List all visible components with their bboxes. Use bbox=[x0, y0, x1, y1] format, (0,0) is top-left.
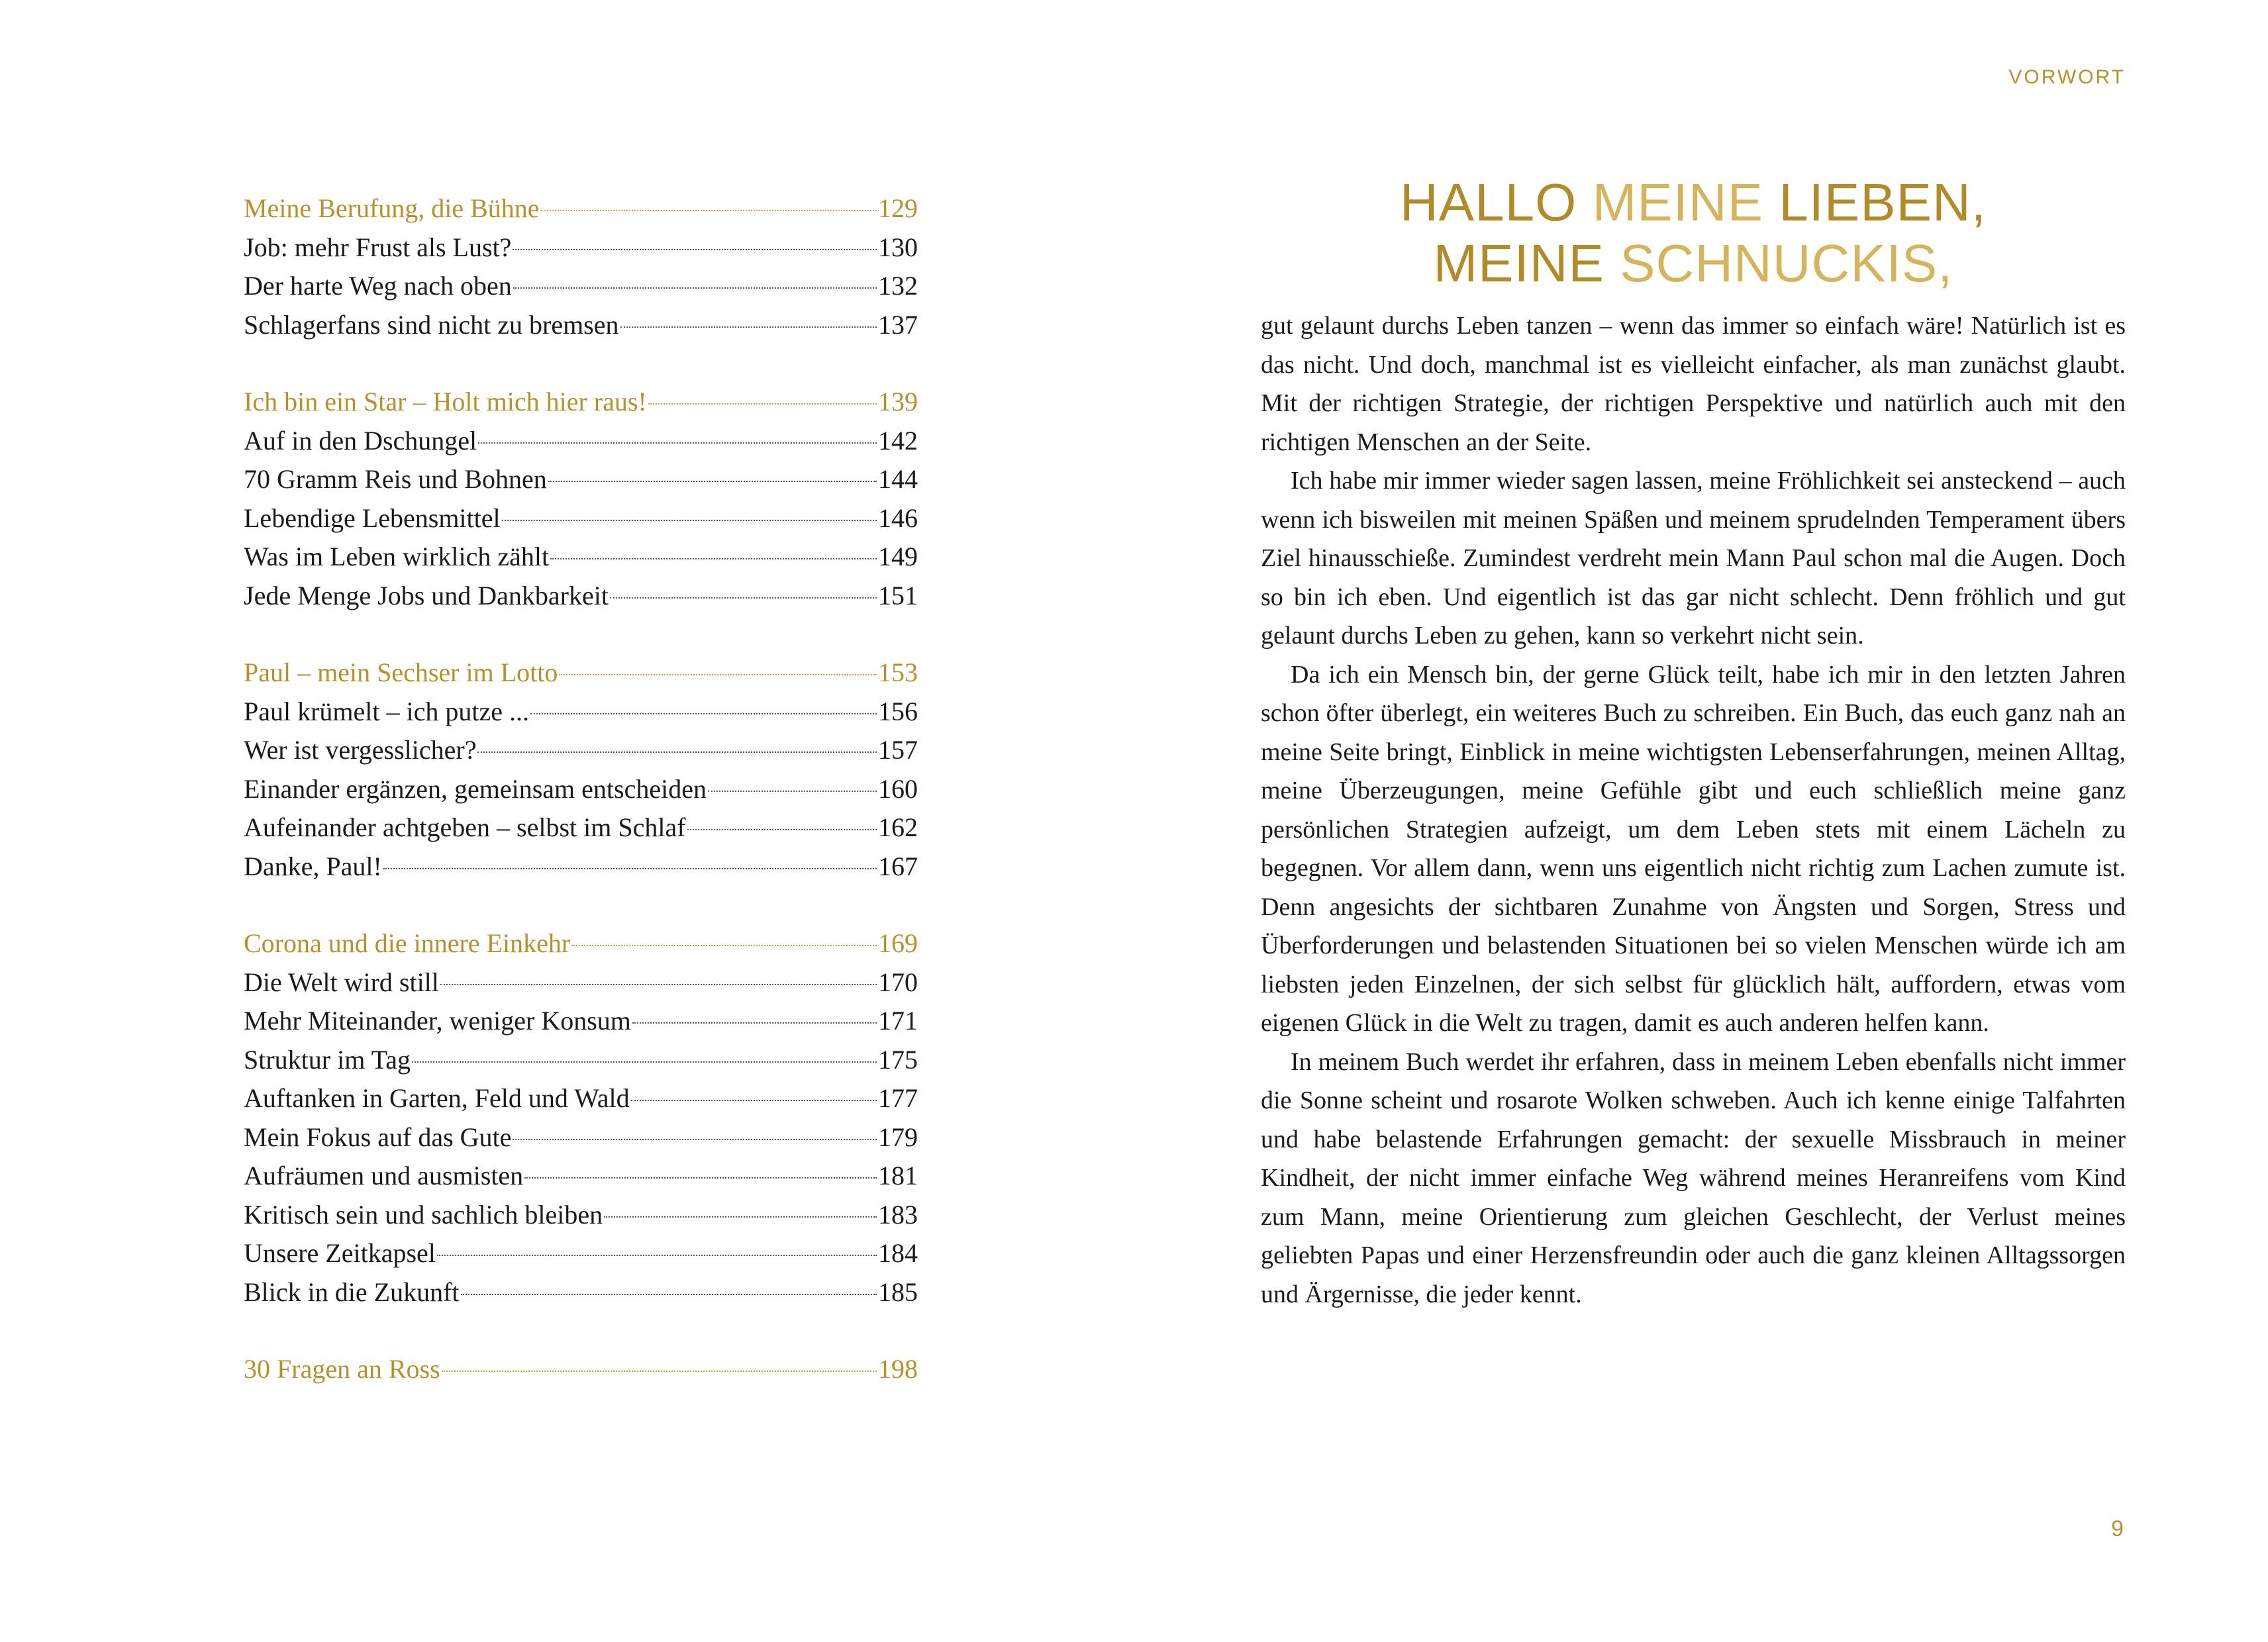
toc-page-number: 153 bbox=[878, 657, 918, 687]
paragraph: gut gelaunt durchs Leben tanzen – wenn das immer so einfach wäre! Natürlich ist es das nicht. Und doch, manchmal ist es vielleicht einfacher, als man zunächst glaubt. Mit der richtigen Strategie, der richtigen Perspektive und natürlich auch mit den richtigen Menschen an der Seite. bbox=[1261, 312, 2126, 456]
paragraph: In meinem Buch werdet ihr erfahren, dass in meinem Leben ebenfalls nicht immer die Sonne scheint und rosarote Wolken schweben. Auch ich kenne einige Talfahrten und habe belastende Erfahrungen gemacht: der sexuelle Missbrauch in meiner Kindheit, der nicht immer einfache Weg während meines Heranreifens vom Kind zum Mann, meine Orientierung zum gleichen Geschlecht, der Verlust meines geliebten Papas und einer Herzensfreundin oder auch die ganz kleinen Alltagssorgen und Ärgernisse, die jeder kennt. bbox=[1261, 1047, 2126, 1308]
toc-group bbox=[244, 1350, 918, 1389]
toc-entry[interactable] bbox=[244, 460, 918, 499]
toc-leader-dots bbox=[541, 210, 877, 211]
chapter-title-word: MEINE bbox=[1433, 234, 1620, 293]
toc-entry-title: Die Welt wird still bbox=[244, 967, 439, 997]
toc-page-number: 179 bbox=[878, 1122, 918, 1152]
toc-entry-title: Auf in den Dschungel bbox=[244, 425, 477, 456]
toc-entry-title: Aufeinander achtgeben – selbst im Schlaf bbox=[244, 812, 686, 842]
toc-page-number: 181 bbox=[878, 1161, 918, 1190]
toc-entry[interactable] bbox=[244, 847, 918, 887]
toc-leader-dots bbox=[524, 1177, 877, 1179]
toc-entry-title: Ich bin ein Star – Holt mich hier raus! bbox=[244, 387, 647, 416]
toc-entry-title: Corona und die innere Einkehr bbox=[244, 928, 571, 958]
toc-page-number: 139 bbox=[878, 387, 918, 416]
toc-page-number: 169 bbox=[878, 928, 918, 958]
chapter-title-line-2 bbox=[1261, 233, 2126, 294]
toc-leader-dots bbox=[477, 751, 877, 753]
toc-page-number: 146 bbox=[878, 503, 918, 533]
toc-leader-dots bbox=[610, 597, 877, 599]
toc-entry[interactable] bbox=[244, 1118, 918, 1157]
toc-group bbox=[244, 924, 918, 1312]
toc-page-number: 185 bbox=[878, 1277, 918, 1307]
toc-leader-dots bbox=[648, 403, 877, 405]
toc-page-number: 156 bbox=[878, 696, 918, 726]
toc-entry[interactable] bbox=[244, 577, 918, 616]
toc-entry-title: Einander ergänzen, gemeinsam entscheiden bbox=[244, 773, 707, 804]
toc-entry-title: Auftanken in Garten, Feld und Wald bbox=[244, 1083, 630, 1113]
paragraph: Da ich ein Mensch bin, der gerne Glück teilt, habe ich mir in den letzten Jahren schon öfter überlegt, ein weiteres Buch zu schreiben. Ein Buch, das euch ganz nah an meine Seite bringt, Einblick in meine wichtigsten Lebenserfahrungen, meinen Alltag, meine Überzeugungen, meine Gefühle gibt und euch schließlich meine ganz persönlichen Strategien aufzeigt, um dem Leben stets mit einem Lächeln zu begegnen. Vor allem dann, wenn uns eigentlich nicht richtig zum Lachen zumute ist. Denn angesichts der sichtbaren Zunahme von Ängsten und Sorgen, Stress und Überforderungen und belastenden Situationen bei so vielen Menschen würde ich am liebsten jeden Einzelnen, der sich selbst für glücklich hält, auffordern, etwas vom eigenen Glück in die Welt zu tragen, damit es auch anderen helfen kann. bbox=[1261, 660, 2126, 1037]
page-number: 9 bbox=[2111, 1516, 2124, 1541]
toc-page-number: 129 bbox=[878, 193, 918, 223]
toc-entry[interactable] bbox=[244, 693, 918, 732]
toc-leader-dots bbox=[571, 945, 877, 946]
chapter-title-word: MEINE bbox=[1592, 173, 1779, 232]
body-text bbox=[1261, 307, 2126, 1314]
toc-page-number: 151 bbox=[878, 580, 918, 610]
toc-page-number: 177 bbox=[878, 1083, 918, 1113]
toc-leader-dots bbox=[620, 326, 877, 328]
paragraph: Ich habe mir immer wieder sagen lassen, meine Fröhlichkeit sei ansteckend – auch wenn ich bisweilen mit meinen Späßen und meinem sprudelnden Temperament übers Ziel hinausschieße. Zumindest verdreht mein Mann Paul schon mal die Augen. Doch so bin ich eben. Und eigentlich ist das gar nicht schlecht. Denn fröhlich und gut gelaunt durchs Leben zu gehen, kann so verkehrt nicht sein. bbox=[1261, 467, 2126, 650]
chapter-title-word: HALLO bbox=[1400, 173, 1593, 232]
toc-chapter-heading[interactable] bbox=[244, 653, 918, 693]
toc-entry[interactable] bbox=[244, 1273, 918, 1312]
toc-chapter-heading[interactable] bbox=[244, 189, 918, 228]
toc-entry[interactable] bbox=[244, 731, 918, 770]
running-head: VORWORT bbox=[2008, 66, 2126, 88]
toc-entry[interactable] bbox=[244, 499, 918, 538]
toc-entry-title: Schlagerfans sind nicht zu bremsen bbox=[244, 309, 619, 340]
toc-leader-dots bbox=[412, 1061, 877, 1063]
toc-entry[interactable] bbox=[244, 1002, 918, 1041]
toc-entry-title: Danke, Paul! bbox=[244, 851, 382, 881]
toc-entry[interactable] bbox=[244, 267, 918, 306]
toc-page-number: 175 bbox=[878, 1044, 918, 1075]
toc-chapter-heading[interactable] bbox=[244, 924, 918, 963]
toc-entry-title: Mehr Miteinander, weniger Konsum bbox=[244, 1006, 631, 1036]
toc-page-number: 142 bbox=[878, 425, 918, 456]
chapter-title-word: LIEBEN, bbox=[1779, 173, 1987, 232]
toc-entry-title: Job: mehr Frust als Lust? bbox=[244, 232, 512, 262]
toc-group bbox=[244, 653, 918, 886]
toc-entry[interactable] bbox=[244, 770, 918, 809]
toc-entry-title: Paul krümelt – ich putze ... bbox=[244, 696, 530, 726]
toc-page-number: 171 bbox=[878, 1006, 918, 1036]
toc-leader-dots bbox=[632, 1022, 877, 1024]
toc-leader-dots bbox=[604, 1216, 877, 1218]
toc-leader-dots bbox=[708, 791, 877, 792]
toc-entry-title: Aufräumen und ausmisten bbox=[244, 1161, 524, 1190]
right-page bbox=[1134, 0, 2268, 1642]
toc-page-number: 162 bbox=[878, 812, 918, 842]
toc-entry[interactable] bbox=[244, 1157, 918, 1196]
toc-entry-title: Kritisch sein und sachlich bleiben bbox=[244, 1199, 603, 1230]
toc-entry-title: Jede Menge Jobs und Dankbarkeit bbox=[244, 580, 609, 610]
toc-entry-title: 30 Fragen an Ross bbox=[244, 1354, 440, 1384]
toc-entry[interactable] bbox=[244, 963, 918, 1002]
toc-entry[interactable] bbox=[244, 228, 918, 267]
toc-leader-dots bbox=[442, 1371, 877, 1372]
toc-group bbox=[244, 383, 918, 615]
toc-entry[interactable] bbox=[244, 1196, 918, 1235]
toc-chapter-heading[interactable] bbox=[244, 383, 918, 422]
toc-entry-title: Paul – mein Sechser im Lotto bbox=[244, 657, 558, 687]
toc-leader-dots bbox=[530, 713, 877, 714]
toc-entry-title: Unsere Zeitkapsel bbox=[244, 1238, 436, 1268]
toc-entry[interactable] bbox=[244, 808, 918, 847]
toc-entry-title: Wer ist vergesslicher? bbox=[244, 735, 477, 765]
toc-page-number: 183 bbox=[878, 1199, 918, 1230]
toc-leader-dots bbox=[502, 520, 877, 521]
toc-page-number: 170 bbox=[878, 967, 918, 997]
toc-entry-title: Blick in die Zukunft bbox=[244, 1277, 460, 1307]
toc-page-number: 160 bbox=[878, 773, 918, 804]
toc-entry-title: Was im Leben wirklich zählt bbox=[244, 542, 550, 571]
toc-entry-title: Meine Berufung, die Bühne bbox=[244, 193, 540, 223]
toc-page-number: 132 bbox=[878, 271, 918, 301]
toc-page-number: 144 bbox=[878, 464, 918, 494]
toc-entry-title: 70 Gramm Reis und Bohnen bbox=[244, 464, 547, 494]
table-of-contents bbox=[244, 189, 918, 1427]
toc-page-number: 167 bbox=[878, 851, 918, 881]
toc-leader-dots bbox=[513, 249, 877, 250]
toc-leader-dots bbox=[550, 558, 877, 559]
toc-leader-dots bbox=[437, 1255, 877, 1256]
toc-page-number: 157 bbox=[878, 735, 918, 765]
toc-entry[interactable] bbox=[244, 1234, 918, 1273]
toc-entry[interactable] bbox=[244, 538, 918, 577]
toc-leader-dots bbox=[513, 1139, 877, 1140]
chapter-title bbox=[1261, 172, 2126, 294]
toc-entry-title: Mein Fokus auf das Gute bbox=[244, 1122, 512, 1152]
toc-entry[interactable] bbox=[244, 1041, 918, 1080]
toc-leader-dots bbox=[513, 287, 877, 289]
toc-page-number: 137 bbox=[878, 309, 918, 340]
toc-entry[interactable] bbox=[244, 306, 918, 345]
toc-page-number: 130 bbox=[878, 232, 918, 262]
toc-leader-dots bbox=[461, 1294, 877, 1295]
toc-entry-title: Lebendige Lebensmittel bbox=[244, 503, 501, 533]
toc-leader-dots bbox=[383, 868, 877, 869]
toc-leader-dots bbox=[440, 984, 877, 985]
toc-entry-title: Der harte Weg nach oben bbox=[244, 271, 512, 301]
toc-chapter-heading[interactable] bbox=[244, 1350, 918, 1389]
toc-page-number: 184 bbox=[878, 1238, 918, 1268]
toc-leader-dots bbox=[478, 442, 877, 444]
toc-entry[interactable] bbox=[244, 1079, 918, 1118]
chapter-title-line-1 bbox=[1261, 172, 2126, 233]
chapter-title-word: SCHNUCKIS, bbox=[1620, 234, 1953, 293]
toc-group bbox=[244, 189, 918, 344]
toc-entry[interactable] bbox=[244, 422, 918, 461]
toc-leader-dots bbox=[631, 1100, 877, 1101]
toc-leader-dots bbox=[559, 674, 877, 675]
toc-entry-title: Struktur im Tag bbox=[244, 1044, 411, 1075]
toc-leader-dots bbox=[687, 829, 877, 830]
toc-page-number: 149 bbox=[878, 542, 918, 571]
toc-page-number: 198 bbox=[878, 1354, 918, 1384]
toc-leader-dots bbox=[548, 481, 877, 482]
